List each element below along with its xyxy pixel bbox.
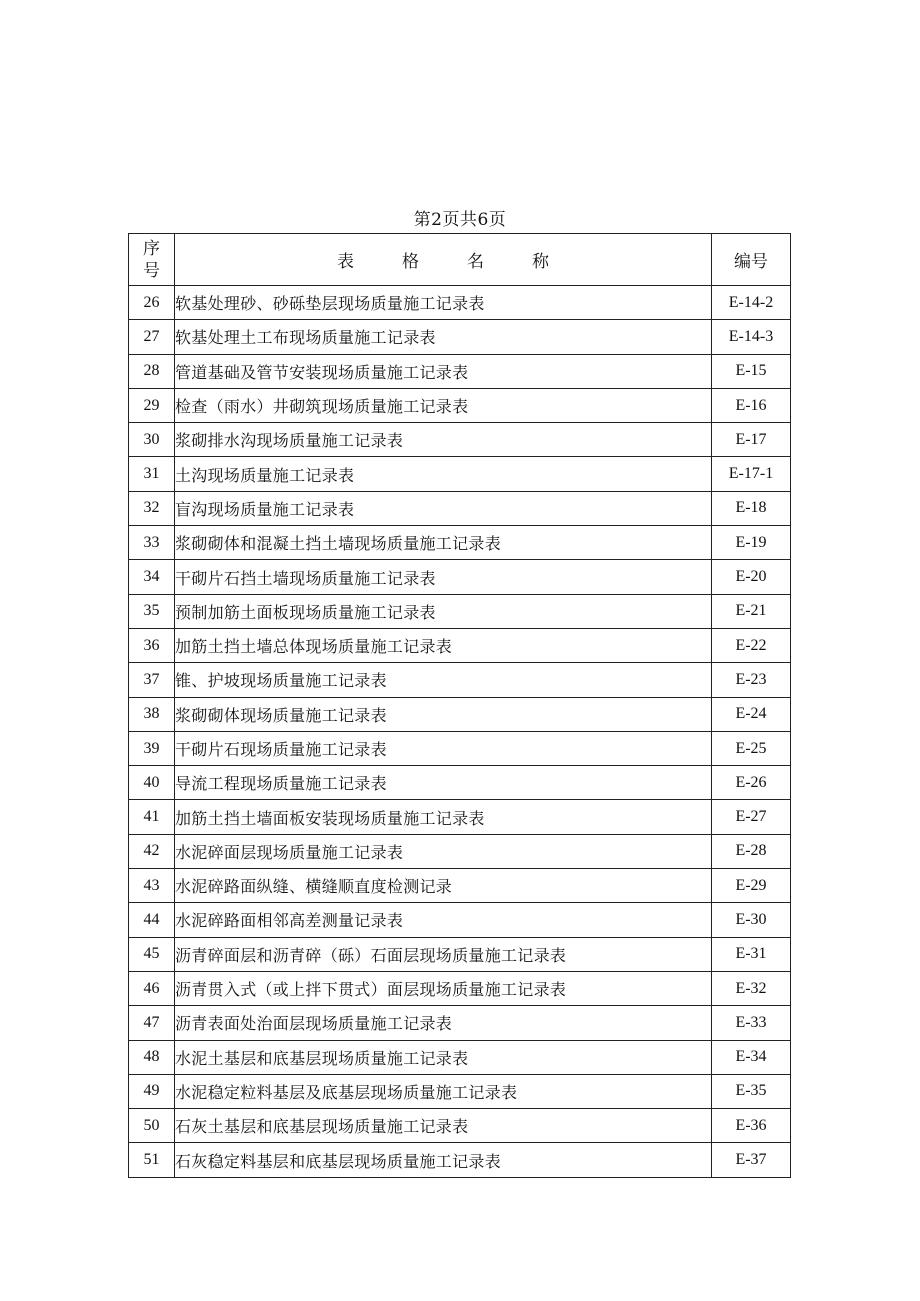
row-form-name: 浆砌排水沟现场质量施工记录表: [175, 423, 712, 457]
header-row: [129, 234, 791, 286]
row-seq: 45: [129, 937, 175, 971]
table-row: [129, 594, 791, 628]
row-form-code: E-17: [712, 423, 791, 457]
table-row: [129, 388, 791, 422]
row-seq: 51: [129, 1143, 175, 1177]
row-form-code: E-18: [712, 491, 791, 525]
row-seq: 43: [129, 869, 175, 903]
row-seq: 48: [129, 1040, 175, 1074]
table-body: [129, 286, 791, 1178]
table-row: [129, 800, 791, 834]
row-form-name: 沥青表面处治面层现场质量施工记录表: [175, 1006, 712, 1040]
row-seq: 27: [129, 320, 175, 354]
table-row: [129, 937, 791, 971]
table-row: [129, 1006, 791, 1040]
row-seq: 33: [129, 526, 175, 560]
row-form-code: E-26: [712, 766, 791, 800]
row-form-name: 水泥稳定粒料基层及底基层现场质量施工记录表: [175, 1074, 712, 1108]
row-form-name: 浆砌砌体和混凝土挡土墙现场质量施工记录表: [175, 526, 712, 560]
table-row: [129, 286, 791, 320]
table-row: [129, 834, 791, 868]
row-form-name: 管道基础及管节安装现场质量施工记录表: [175, 354, 712, 388]
table-row: [129, 320, 791, 354]
row-form-name: 软基处理砂、砂砾垫层现场质量施工记录表: [175, 286, 712, 320]
row-form-name: 沥青碎面层和沥青碎（砾）石面层现场质量施工记录表: [175, 937, 712, 971]
row-form-code: E-17-1: [712, 457, 791, 491]
row-form-code: E-25: [712, 731, 791, 765]
row-form-name: 预制加筋土面板现场质量施工记录表: [175, 594, 712, 628]
row-seq: 28: [129, 354, 175, 388]
row-form-code: E-35: [712, 1074, 791, 1108]
row-form-name: 干砌片石现场质量施工记录表: [175, 731, 712, 765]
row-form-name: 水泥碎路面相邻高差测量记录表: [175, 903, 712, 937]
table-row: [129, 903, 791, 937]
row-form-code: E-31: [712, 937, 791, 971]
row-form-code: E-14-3: [712, 320, 791, 354]
header-code-label: 编号: [734, 252, 768, 272]
row-form-code: E-15: [712, 354, 791, 388]
row-form-name: 石灰土基层和底基层现场质量施工记录表: [175, 1109, 712, 1143]
table-row: [129, 628, 791, 662]
row-form-code: E-23: [712, 663, 791, 697]
table-row: [129, 1109, 791, 1143]
row-form-code: E-27: [712, 800, 791, 834]
row-form-name: 水泥土基层和底基层现场质量施工记录表: [175, 1040, 712, 1074]
row-form-name: 土沟现场质量施工记录表: [175, 457, 712, 491]
table-row: [129, 971, 791, 1005]
row-seq: 37: [129, 663, 175, 697]
row-form-name: 水泥碎路面纵缝、横缝顺直度检测记录: [175, 869, 712, 903]
row-form-code: E-37: [712, 1143, 791, 1177]
row-seq: 50: [129, 1109, 175, 1143]
row-seq: 40: [129, 766, 175, 800]
table-row: [129, 663, 791, 697]
table-row: [129, 697, 791, 731]
table-row: [129, 457, 791, 491]
row-seq: 41: [129, 800, 175, 834]
row-form-code: E-22: [712, 628, 791, 662]
row-form-code: E-19: [712, 526, 791, 560]
row-seq: 47: [129, 1006, 175, 1040]
row-seq: 42: [129, 834, 175, 868]
table-row: [129, 354, 791, 388]
row-seq: 39: [129, 731, 175, 765]
row-form-code: E-24: [712, 697, 791, 731]
row-seq: 32: [129, 491, 175, 525]
table-row: [129, 423, 791, 457]
row-seq: 44: [129, 903, 175, 937]
row-form-code: E-14-2: [712, 286, 791, 320]
header-name: [175, 234, 712, 286]
row-seq: 26: [129, 286, 175, 320]
row-form-code: E-32: [712, 971, 791, 1005]
row-form-code: E-29: [712, 869, 791, 903]
row-form-name: 加筋土挡土墙总体现场质量施工记录表: [175, 628, 712, 662]
row-form-name: 沥青贯入式（或上拌下贯式）面层现场质量施工记录表: [175, 971, 712, 1005]
header-seq: [129, 234, 175, 286]
row-form-name: 盲沟现场质量施工记录表: [175, 491, 712, 525]
row-form-name: 导流工程现场质量施工记录表: [175, 766, 712, 800]
row-form-name: 干砌片石挡土墙现场质量施工记录表: [175, 560, 712, 594]
row-form-name: 软基处理土工布现场质量施工记录表: [175, 320, 712, 354]
table-row: [129, 560, 791, 594]
row-form-code: E-21: [712, 594, 791, 628]
table-row: [129, 731, 791, 765]
row-seq: 38: [129, 697, 175, 731]
row-form-code: E-20: [712, 560, 791, 594]
page-indicator: 第2页共6页: [413, 210, 507, 230]
form-index-table: [128, 233, 791, 1178]
table-row: [129, 491, 791, 525]
row-form-name: 加筋土挡土墙面板安装现场质量施工记录表: [175, 800, 712, 834]
row-seq: 36: [129, 628, 175, 662]
row-form-name: 锥、护坡现场质量施工记录表: [175, 663, 712, 697]
row-form-name: 检查（雨水）井砌筑现场质量施工记录表: [175, 388, 712, 422]
table-row: [129, 526, 791, 560]
row-form-name: 水泥碎面层现场质量施工记录表: [175, 834, 712, 868]
header-code: [712, 234, 791, 286]
table-row: [129, 1143, 791, 1177]
row-seq: 34: [129, 560, 175, 594]
table-row: [129, 1074, 791, 1108]
table-row: [129, 1040, 791, 1074]
row-seq: 31: [129, 457, 175, 491]
table-row: [129, 869, 791, 903]
row-form-name: 石灰稳定料基层和底基层现场质量施工记录表: [175, 1143, 712, 1177]
row-form-code: E-33: [712, 1006, 791, 1040]
row-seq: 30: [129, 423, 175, 457]
row-seq: 46: [129, 971, 175, 1005]
row-form-code: E-30: [712, 903, 791, 937]
table-row: [129, 766, 791, 800]
row-form-code: E-36: [712, 1109, 791, 1143]
table-header: [129, 234, 791, 286]
row-seq: 35: [129, 594, 175, 628]
row-form-code: E-16: [712, 388, 791, 422]
row-form-code: E-34: [712, 1040, 791, 1074]
row-seq: 29: [129, 388, 175, 422]
header-name-label: 表格名称: [337, 252, 597, 272]
header-seq-label: 序 号: [143, 238, 160, 281]
row-form-name: 浆砌砌体现场质量施工记录表: [175, 697, 712, 731]
row-form-code: E-28: [712, 834, 791, 868]
row-seq: 49: [129, 1074, 175, 1108]
